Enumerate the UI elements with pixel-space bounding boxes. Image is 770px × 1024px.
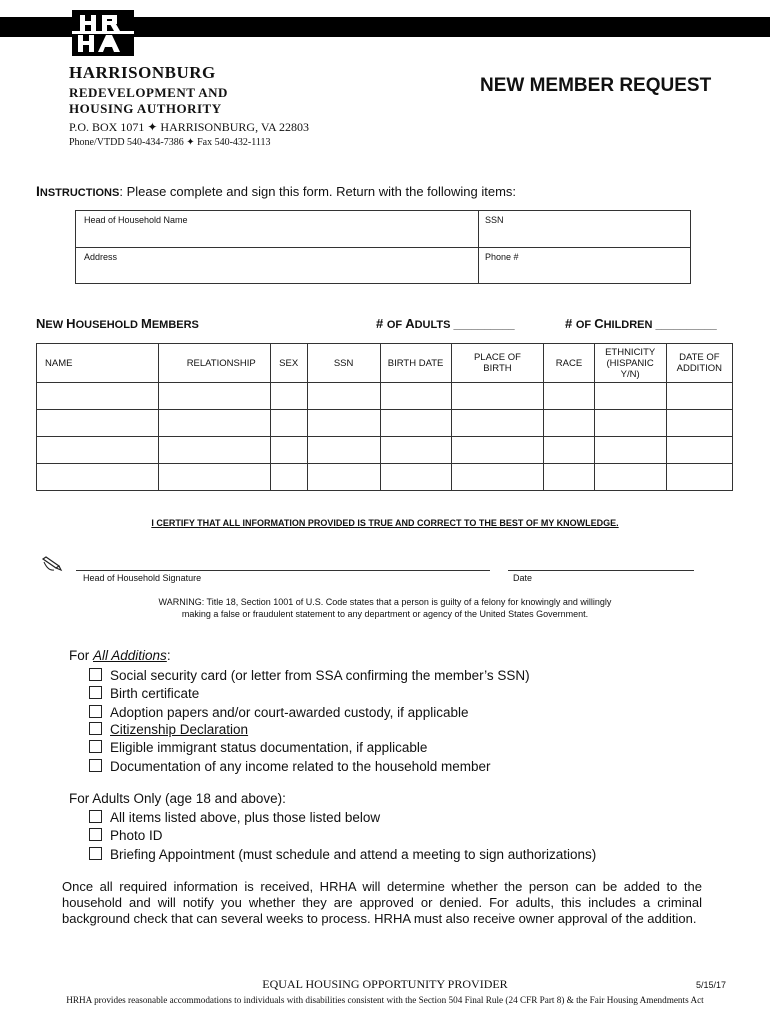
closing-paragraph: Once all required information is received, HRHA will determine whether the person can be added to the household and will notify you whether they are approved or denied. For adults, this includes a criminal background check that can several weeks to process. HRHA must also receive owner approval of the addition. xyxy=(62,879,702,926)
members-table xyxy=(36,343,733,491)
col-name: NAME xyxy=(37,344,159,383)
checkbox[interactable] xyxy=(89,668,102,681)
org-subtitle-line2: HOUSING AUTHORITY xyxy=(69,101,222,116)
table-cell[interactable] xyxy=(666,410,732,437)
checkbox[interactable] xyxy=(89,828,102,841)
checklist-item: Briefing Appointment (must schedule and attend a meeting to sign authorizations) xyxy=(89,846,596,864)
all-additions-heading: For All Additions: xyxy=(69,648,171,663)
table-cell[interactable] xyxy=(666,464,732,491)
checkbox[interactable] xyxy=(89,810,102,823)
table-cell[interactable] xyxy=(451,383,544,410)
table-row xyxy=(37,410,733,437)
col-ethnicity: ETHNICITY (HISPANIC Y/N) xyxy=(594,344,666,383)
table-cell[interactable] xyxy=(270,383,307,410)
table-cell[interactable] xyxy=(544,464,594,491)
table-cell[interactable] xyxy=(594,464,666,491)
hoh-name-field[interactable]: Head of Household Name xyxy=(84,215,188,225)
warning-line1: WARNING: Title 18, Section 1001 of U.S. Code states that a person is guilty of a felony for knowingly and willingly xyxy=(158,597,612,607)
checklist-item: Eligible immigrant status documentation, if applicable xyxy=(89,739,427,757)
table-cell[interactable] xyxy=(666,383,732,410)
table-cell[interactable] xyxy=(307,437,380,464)
hoh-address-field[interactable]: Address xyxy=(84,252,118,262)
revision-date: 5/15/17 xyxy=(696,980,727,990)
table-cell[interactable] xyxy=(270,464,307,491)
box-divider-horizontal xyxy=(76,247,690,248)
table-cell[interactable] xyxy=(37,383,159,410)
instructions-lead-letter: I xyxy=(36,183,40,199)
table-cell[interactable] xyxy=(37,410,159,437)
table-cell[interactable] xyxy=(307,383,380,410)
org-address: P.O. BOX 1071 ✦ HARRISONBURG, VA 22803 xyxy=(69,120,309,134)
table-cell[interactable] xyxy=(594,383,666,410)
checkbox[interactable] xyxy=(89,705,102,718)
table-cell[interactable] xyxy=(544,383,594,410)
table-cell[interactable] xyxy=(158,383,270,410)
org-phone: Phone/VTDD 540-434-7386 ✦ Fax 540-432-1113 xyxy=(69,137,271,148)
table-cell[interactable] xyxy=(544,437,594,464)
accommodation-statement: HRHA provides reasonable accommodations to individuals with disabilities consistent with the Section 504 Final Rule (24 CFR Part 8) & the Fair Housing Amendments Act xyxy=(66,995,704,1005)
checklist-item: Social security card (or letter from SSA confirming the member’s SSN) xyxy=(89,667,530,685)
table-row xyxy=(37,383,733,410)
warning-text xyxy=(100,596,670,620)
signature-line[interactable] xyxy=(76,570,490,571)
table-cell[interactable] xyxy=(307,410,380,437)
table-row xyxy=(37,464,733,491)
col-place-of-birth: PLACE OF BIRTH xyxy=(451,344,544,383)
signature-label: Head of Household Signature xyxy=(83,573,202,583)
org-subtitle-line1: REDEVELOPMENT AND xyxy=(69,85,228,100)
table-cell[interactable] xyxy=(270,437,307,464)
instructions xyxy=(36,183,516,199)
table-cell[interactable] xyxy=(594,410,666,437)
checklist-item: Birth certificate xyxy=(89,685,199,703)
table-cell[interactable] xyxy=(544,410,594,437)
table-row xyxy=(37,437,733,464)
checklist-item: All items listed above, plus those listed below xyxy=(89,809,380,827)
checkbox[interactable] xyxy=(89,686,102,699)
warning-line2: making a false or fraudulent statement to any department or agency of the United States Government. xyxy=(181,609,589,619)
col-relationship: RELATIONSHIP xyxy=(158,344,270,383)
table-cell[interactable] xyxy=(158,464,270,491)
hoh-ssn-field[interactable]: SSN xyxy=(485,215,504,225)
checkbox[interactable] xyxy=(89,722,102,735)
table-cell[interactable] xyxy=(380,383,451,410)
table-cell[interactable] xyxy=(380,464,451,491)
table-cell[interactable] xyxy=(158,410,270,437)
box-divider-vertical xyxy=(478,211,479,283)
table-cell[interactable] xyxy=(270,410,307,437)
checkbox[interactable] xyxy=(89,759,102,772)
checkbox[interactable] xyxy=(89,740,102,753)
equal-housing-statement: EQUAL HOUSING OPPORTUNITY PROVIDER xyxy=(262,977,508,991)
table-cell[interactable] xyxy=(380,410,451,437)
number-of-children-field[interactable]: # OF CHILDREN __________ xyxy=(565,316,717,331)
date-line[interactable] xyxy=(508,570,694,571)
col-sex: SEX xyxy=(270,344,307,383)
checklist-item: Photo ID xyxy=(89,827,163,845)
citizenship-declaration-link[interactable]: Citizenship Declaration xyxy=(110,722,249,737)
table-cell[interactable] xyxy=(37,464,159,491)
date-label: Date xyxy=(513,573,533,583)
checklist-item xyxy=(89,721,248,739)
pen-icon xyxy=(40,555,64,573)
checklist-item: Documentation of any income related to the household member xyxy=(89,758,490,776)
form-title: NEW MEMBER REQUEST xyxy=(480,75,712,96)
number-of-adults-field[interactable]: # OF ADULTS __________ xyxy=(376,316,515,331)
table-cell[interactable] xyxy=(158,437,270,464)
org-name: HARRISONBURG xyxy=(69,63,216,82)
hrha-logo xyxy=(72,10,134,56)
adults-only-heading: For Adults Only (age 18 and above): xyxy=(69,791,286,806)
checkbox[interactable] xyxy=(89,847,102,860)
table-cell[interactable] xyxy=(307,464,380,491)
new-household-members-heading: NEW HOUSEHOLD MEMBERS xyxy=(36,316,199,331)
certification-statement: I CERTIFY THAT ALL INFORMATION PROVIDED IS TRUE AND CORRECT TO THE BEST OF MY KNOWLEDGE. xyxy=(151,518,619,528)
instructions-text: : Please complete and sign this form. Return with the following items: xyxy=(119,184,517,199)
table-cell[interactable] xyxy=(451,464,544,491)
col-ssn: SSN xyxy=(307,344,380,383)
members-table-header xyxy=(37,344,733,383)
instructions-lead-rest: NSTRUCTIONS xyxy=(39,187,120,199)
col-birth-date: BIRTH DATE xyxy=(380,344,451,383)
table-cell[interactable] xyxy=(451,410,544,437)
hoh-phone-field[interactable]: Phone # xyxy=(485,252,519,262)
table-cell[interactable] xyxy=(594,437,666,464)
head-of-household-box xyxy=(75,210,691,284)
table-cell[interactable] xyxy=(380,437,451,464)
table-cell[interactable] xyxy=(37,437,159,464)
col-race: RACE xyxy=(544,344,594,383)
table-cell[interactable] xyxy=(451,437,544,464)
checklist-item: Adoption papers and/or court-awarded custody, if applicable xyxy=(89,704,468,722)
col-date-of-addition: DATE OF ADDITION xyxy=(666,344,732,383)
table-cell[interactable] xyxy=(666,437,732,464)
